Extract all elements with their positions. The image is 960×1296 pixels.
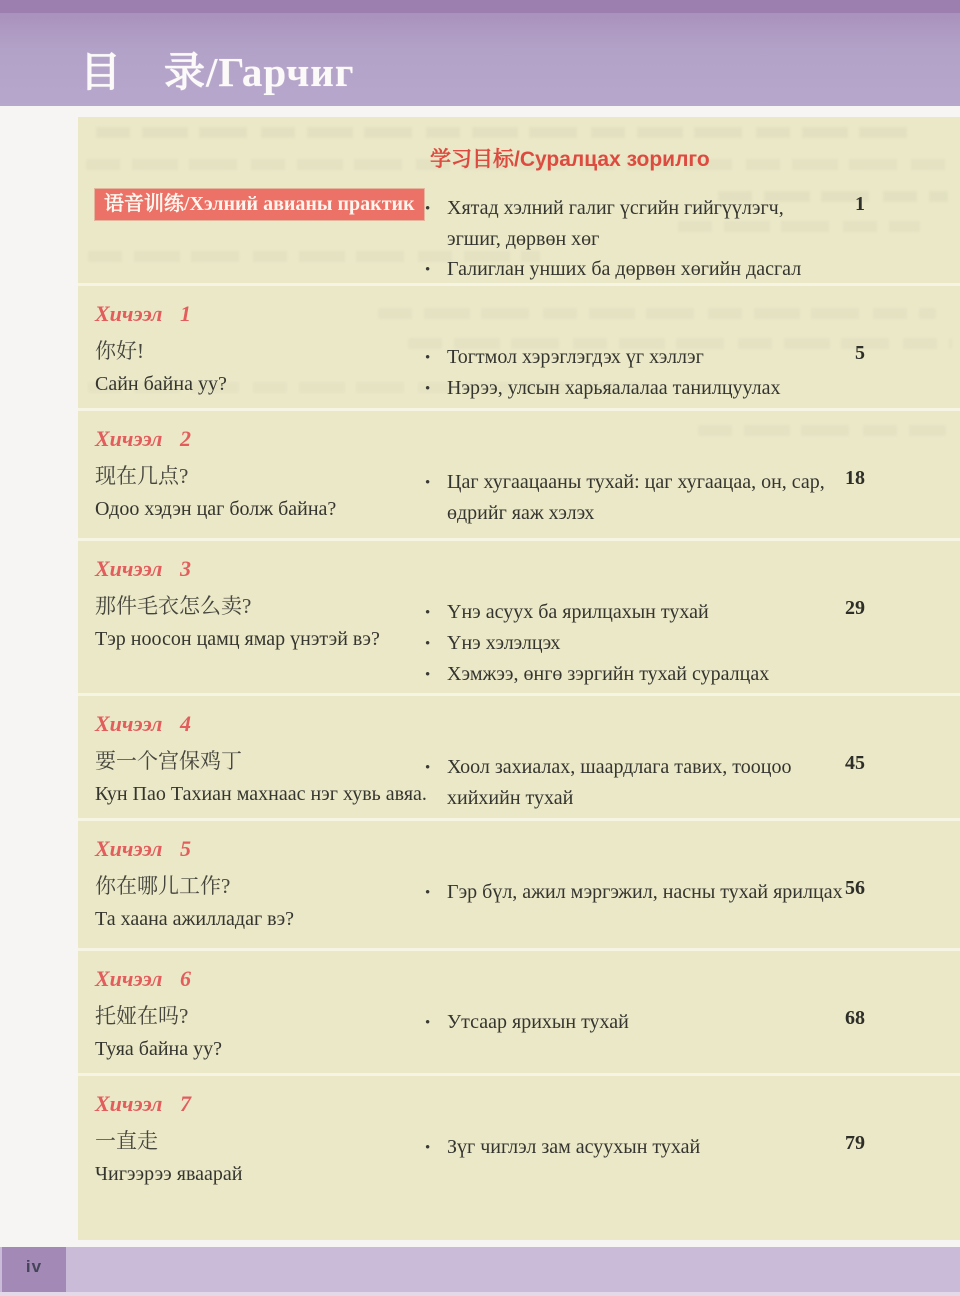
page-number: 29 — [845, 597, 865, 619]
section-lesson-7 — [78, 1073, 960, 1240]
objective-line: • Хоол захиалах, шаардлага тавих, тооцоо — [425, 752, 820, 783]
lesson-title-mongolian: Сайн байна уу? — [95, 373, 227, 395]
lesson-number-title: Хичээл 5 — [95, 836, 191, 861]
page-number: 1 — [855, 193, 865, 215]
bullet-icon: • — [425, 1140, 431, 1156]
section-lesson-1 — [78, 283, 960, 408]
page-number: 79 — [845, 1132, 865, 1154]
section-lesson-4 — [78, 693, 960, 818]
page-title: 目 录/Гарчиг — [80, 49, 355, 95]
lesson-title-chinese: 托娅在吗? — [95, 1004, 189, 1028]
lesson-title-chinese: 一直走 — [95, 1129, 158, 1153]
lesson-title-chinese: 要一个宫保鸡丁 — [95, 749, 242, 773]
page-number: 18 — [845, 467, 865, 489]
folio-page-label: iv — [25, 1257, 43, 1276]
lesson-number-title: Хичээл 1 — [95, 301, 191, 326]
bullet-icon: • — [425, 201, 431, 217]
section-lesson-2 — [78, 408, 960, 538]
lesson-title-mongolian: Чигээрээ яваарай — [95, 1163, 243, 1185]
top-accent-strip — [0, 0, 960, 13]
lesson-title-chinese: 那件毛衣怎么卖? — [95, 594, 252, 618]
bullet-icon: • — [425, 475, 431, 491]
objective-line: • Хэмжээ, өнгө зэргийн тухай суралцах — [425, 659, 820, 690]
bullet-spacer — [425, 498, 447, 528]
lesson-number-title: Хичээл 2 — [95, 426, 191, 451]
title-band — [0, 13, 960, 106]
objective-line: • Галиглан унших ба дөрвөн хөгийн дасгал — [425, 254, 820, 285]
bullet-icon: • — [425, 885, 431, 901]
objective-line-wrap: өдрийг яаж хэлэх — [425, 498, 820, 528]
page-number: 45 — [845, 752, 865, 774]
bullet-icon: • — [425, 262, 431, 278]
lesson-title-mongolian: Кун Пао Тахиан махнаас нэг хувь авяа. — [95, 783, 427, 805]
bullet-icon: • — [425, 605, 431, 621]
objective-line: • Тогтмол хэрэглэгдэх үг хэллэг — [425, 342, 820, 373]
lesson-number-title: Хичээл 7 — [95, 1091, 191, 1116]
objective-line: • Зүг чиглэл зам асуухын тухай — [425, 1132, 820, 1163]
page-number: 68 — [845, 1007, 865, 1029]
lesson-title-mongolian: Одоо хэдэн цаг болж байна? — [95, 498, 337, 520]
lesson-title-chinese: 你在哪儿工作? — [95, 874, 231, 898]
lesson-number-title: Хичээл 4 — [95, 711, 191, 736]
bullet-icon: • — [425, 760, 431, 776]
bullet-icon: • — [425, 1015, 431, 1031]
bullet-spacer — [425, 783, 447, 813]
objective-line: • Утсаар ярихын тухай — [425, 1007, 820, 1038]
toc-content-area — [78, 117, 960, 1240]
objective-line: • Нэрээ, улсын харьяалалаа танилцуулах — [425, 373, 820, 404]
objective-line-wrap: эгшиг, дөрвөн хөг — [425, 224, 820, 254]
bullet-icon: • — [425, 381, 431, 397]
lesson-number-title: Хичээл 3 — [95, 556, 191, 581]
lesson-title-chinese: 现在几点? — [95, 464, 189, 488]
objective-line: • Гэр бүл, ажил мэргэжил, насны тухай ярилцах — [425, 877, 820, 908]
section-phonetics — [78, 117, 960, 283]
lesson-number-title: Хичээл 6 — [95, 966, 191, 991]
section-lesson-6 — [78, 948, 960, 1073]
footer-accent-strip — [0, 1292, 960, 1296]
lesson-title-mongolian: Туяа байна уу? — [95, 1038, 223, 1060]
phonetics-tag-badge: 语音训练/Хэлний авианы практик — [95, 189, 424, 220]
objective-line: • Хятад хэлний галиг үсгийн гийгүүлэгч, — [425, 193, 820, 224]
bullet-spacer — [425, 224, 447, 254]
objective-line: • Үнэ хэлэлцэх — [425, 628, 820, 659]
folio-box — [2, 1247, 66, 1292]
page-number: 56 — [845, 877, 865, 899]
objectives-column-title: 学习目标/Суралцах зорилго — [430, 148, 710, 171]
objective-line: • Цаг хугаацааны тухай: цаг хугаацаа, он, сар, — [425, 467, 820, 498]
lesson-title-chinese: 你好! — [95, 339, 144, 363]
section-lesson-3 — [78, 538, 960, 693]
footer-band — [0, 1247, 960, 1292]
objective-line-wrap: хийхийн тухай — [425, 783, 820, 813]
lesson-title-mongolian: Тэр ноосон цамц ямар үнэтэй вэ? — [95, 628, 380, 650]
lesson-title-mongolian: Та хаана ажилладаг вэ? — [95, 908, 295, 930]
objective-line: • Үнэ асуух ба ярилцахын тухай — [425, 597, 820, 628]
bullet-icon: • — [425, 350, 431, 366]
page-number: 5 — [855, 342, 865, 364]
bullet-icon: • — [425, 636, 431, 652]
bullet-icon: • — [425, 667, 431, 683]
section-lesson-5 — [78, 818, 960, 948]
